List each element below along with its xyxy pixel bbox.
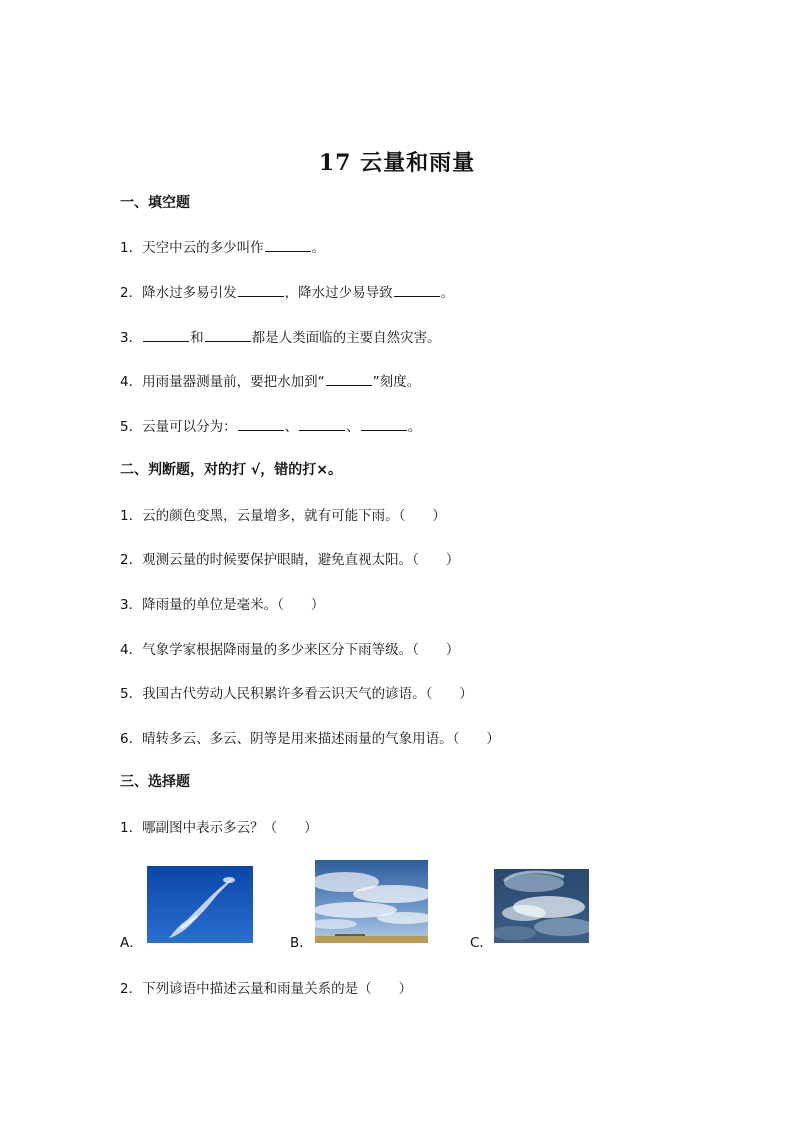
question-text: 和 [190,330,204,346]
question-number: 4． [120,374,143,390]
choice-question-2 [120,977,412,997]
question-number: 2． [120,285,143,301]
answer-blank[interactable] [265,239,311,252]
judge-question-6[interactable] [120,727,500,747]
judge-question-4[interactable] [120,638,459,658]
sky-overcast-image [494,869,589,943]
question-text: ，降水过少易导致 [284,285,393,301]
fill-question-4 [120,370,420,390]
question-text: 下列谚语中描述云量和雨量关系的是（ ） [142,981,413,997]
section-heading-choice: 三、选择题 [120,774,190,790]
question-text: 晴转多云、多云、阴等是用来描述雨量的气象用语。（ ） [142,731,500,747]
fill-question-2 [120,281,454,301]
question-number: 1． [120,820,143,836]
question-text: 云的颜色变黑，云量增多，就有可能下雨。（ ） [142,508,446,524]
section-heading-fill: 一、填空题 [120,195,190,211]
judge-question-5[interactable] [120,682,473,702]
question-number: 1． [120,240,143,256]
option-b-image[interactable] [315,860,428,943]
answer-blank[interactable] [143,329,189,342]
choice-question-1 [120,816,318,836]
question-text: 天空中云的多少叫作 [142,240,264,256]
option-c-label[interactable]: C． [470,935,493,951]
option-b-label[interactable]: B． [290,935,313,951]
question-number: 1． [120,508,143,524]
question-number: 5． [120,686,143,702]
question-text: 云量可以分为： [142,419,237,435]
answer-blank[interactable] [205,329,251,342]
sky-few-clouds-image [147,866,253,943]
question-number: 2． [120,552,143,568]
question-text: 哪副图中表示多云？（ ） [142,820,318,836]
fill-question-3 [120,326,441,346]
question-text: 降雨量的单位是毫米。（ ） [142,597,325,613]
judge-question-2[interactable] [120,548,459,568]
question-text: 、 [346,419,360,435]
option-a-image[interactable] [147,866,253,943]
question-number: 5． [120,419,143,435]
question-text: 。 [407,419,422,435]
section-heading-judge: 二、判断题，对的打 √，错的打×。 [120,462,342,478]
question-number: 3． [120,597,143,613]
question-text: 。 [440,285,455,301]
fill-question-1 [120,236,325,256]
answer-blank[interactable] [394,284,440,297]
question-text: 降水过多易引发 [142,285,237,301]
question-number: 3． [120,330,143,346]
answer-blank[interactable] [326,373,372,386]
question-text: 都是人类面临的主要自然灾害。 [251,330,441,346]
answer-blank[interactable] [238,284,284,297]
page-title: 17 云量和雨量 [318,150,476,176]
judge-question-1[interactable] [120,504,446,524]
question-text: 用雨量器测量前，要把水加到“ [142,374,325,390]
question-text: 我国古代劳动人民积累许多看云识天气的谚语。（ ） [142,686,473,702]
answer-blank[interactable] [299,418,345,431]
answer-blank[interactable] [361,418,407,431]
question-number: 6． [120,731,143,747]
option-a-label[interactable]: A． [120,935,143,951]
judge-question-3[interactable] [120,593,324,613]
question-text: 、 [284,419,299,435]
answer-blank[interactable] [238,418,284,431]
option-c-image[interactable] [494,869,589,943]
question-text: ”刻度。 [372,374,421,390]
sky-many-clouds-image [315,860,428,943]
question-number: 4． [120,642,143,658]
question-number: 2． [120,981,143,997]
question-text: 观测云量的时候要保护眼睛，避免直视太阳。（ ） [142,552,460,568]
question-text: 。 [311,240,326,256]
question-text: 气象学家根据降雨量的多少来区分下雨等级。（ ） [142,642,460,658]
fill-question-5 [120,415,421,435]
